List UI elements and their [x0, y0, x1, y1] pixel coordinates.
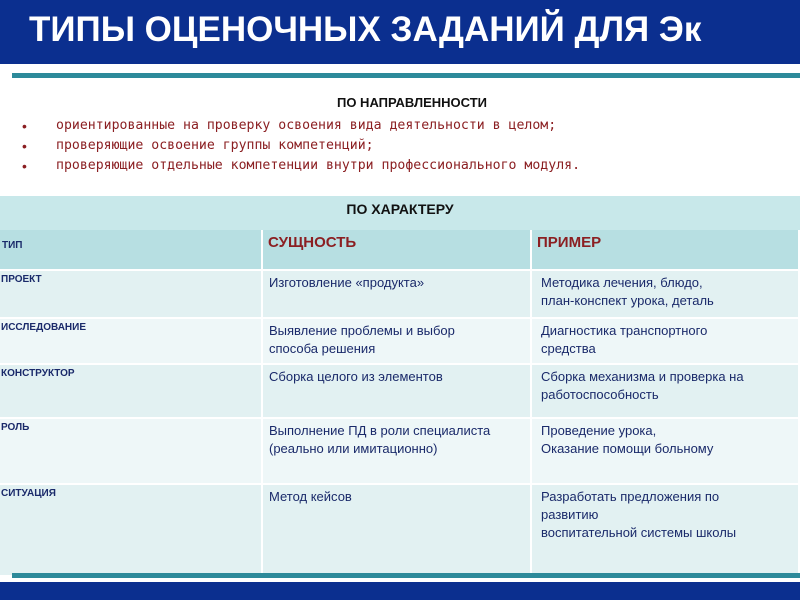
cell-essence: Изготовление «продукта»	[262, 270, 531, 318]
list-item-text: проверяющие освоение группы компетенций;	[56, 138, 374, 153]
divider-bottom	[12, 573, 800, 578]
cell-essence: Выявление проблемы и выбор способа решения	[262, 318, 531, 364]
cell-essence: Сборка целого из элементов	[262, 364, 531, 418]
footer-bar	[0, 582, 800, 600]
cell-type: РОЛЬ	[0, 418, 262, 484]
list-item	[0, 156, 800, 176]
list-item	[0, 136, 800, 156]
cell-example: Методика лечения, блюдо, план-конспект урока, деталь	[531, 270, 799, 318]
cell-type: СИТУАЦИЯ	[0, 484, 262, 576]
cell-essence: Выполнение ПД в роли специалиста (реально или имитационно)	[262, 418, 531, 484]
table-row	[0, 364, 799, 418]
bullet-icon: •	[22, 158, 27, 174]
focus-heading: ПО НАПРАВЛЕННОСТИ	[336, 95, 488, 110]
divider-top	[12, 73, 800, 78]
column-header-type: ТИП	[0, 230, 262, 270]
cell-example: Сборка механизма и проверка на работоспособность	[531, 364, 799, 418]
column-header-example: ПРИМЕР	[531, 230, 799, 270]
character-heading: ПО ХАРАКТЕРУ	[0, 196, 800, 230]
cell-essence: Метод кейсов	[262, 484, 531, 576]
cell-type: ИССЛЕДОВАНИЕ	[0, 318, 262, 364]
bullet-icon: •	[22, 118, 27, 134]
bullet-icon: •	[22, 138, 27, 154]
cell-type: КОНСТРУКТОР	[0, 364, 262, 418]
table-header-row	[0, 230, 799, 270]
character-table	[0, 230, 800, 577]
list-item-text: ориентированные на проверку освоения вида деятельности в целом;	[56, 118, 557, 133]
list-item	[0, 116, 800, 136]
title-bar	[0, 0, 800, 64]
focus-list	[0, 116, 800, 176]
cell-type: ПРОЕКТ	[0, 270, 262, 318]
cell-example: Диагностика транспортного средства	[531, 318, 799, 364]
table-row	[0, 418, 799, 484]
table-row	[0, 484, 799, 576]
character-table-section	[0, 196, 800, 577]
cell-example: Разработать предложения по развитию воспитательной системы школы	[531, 484, 799, 576]
table-row	[0, 270, 799, 318]
table-row	[0, 318, 799, 364]
column-header-essence: СУЩНОСТЬ	[262, 230, 531, 270]
cell-example: Проведение урока, Оказание помощи больному	[531, 418, 799, 484]
list-item-text: проверяющие отдельные компетенции внутри профессионального модуля.	[56, 158, 581, 173]
page-title: ТИПЫ ОЦЕНОЧНЫХ ЗАДАНИЙ ДЛЯ Эк	[29, 10, 702, 49]
